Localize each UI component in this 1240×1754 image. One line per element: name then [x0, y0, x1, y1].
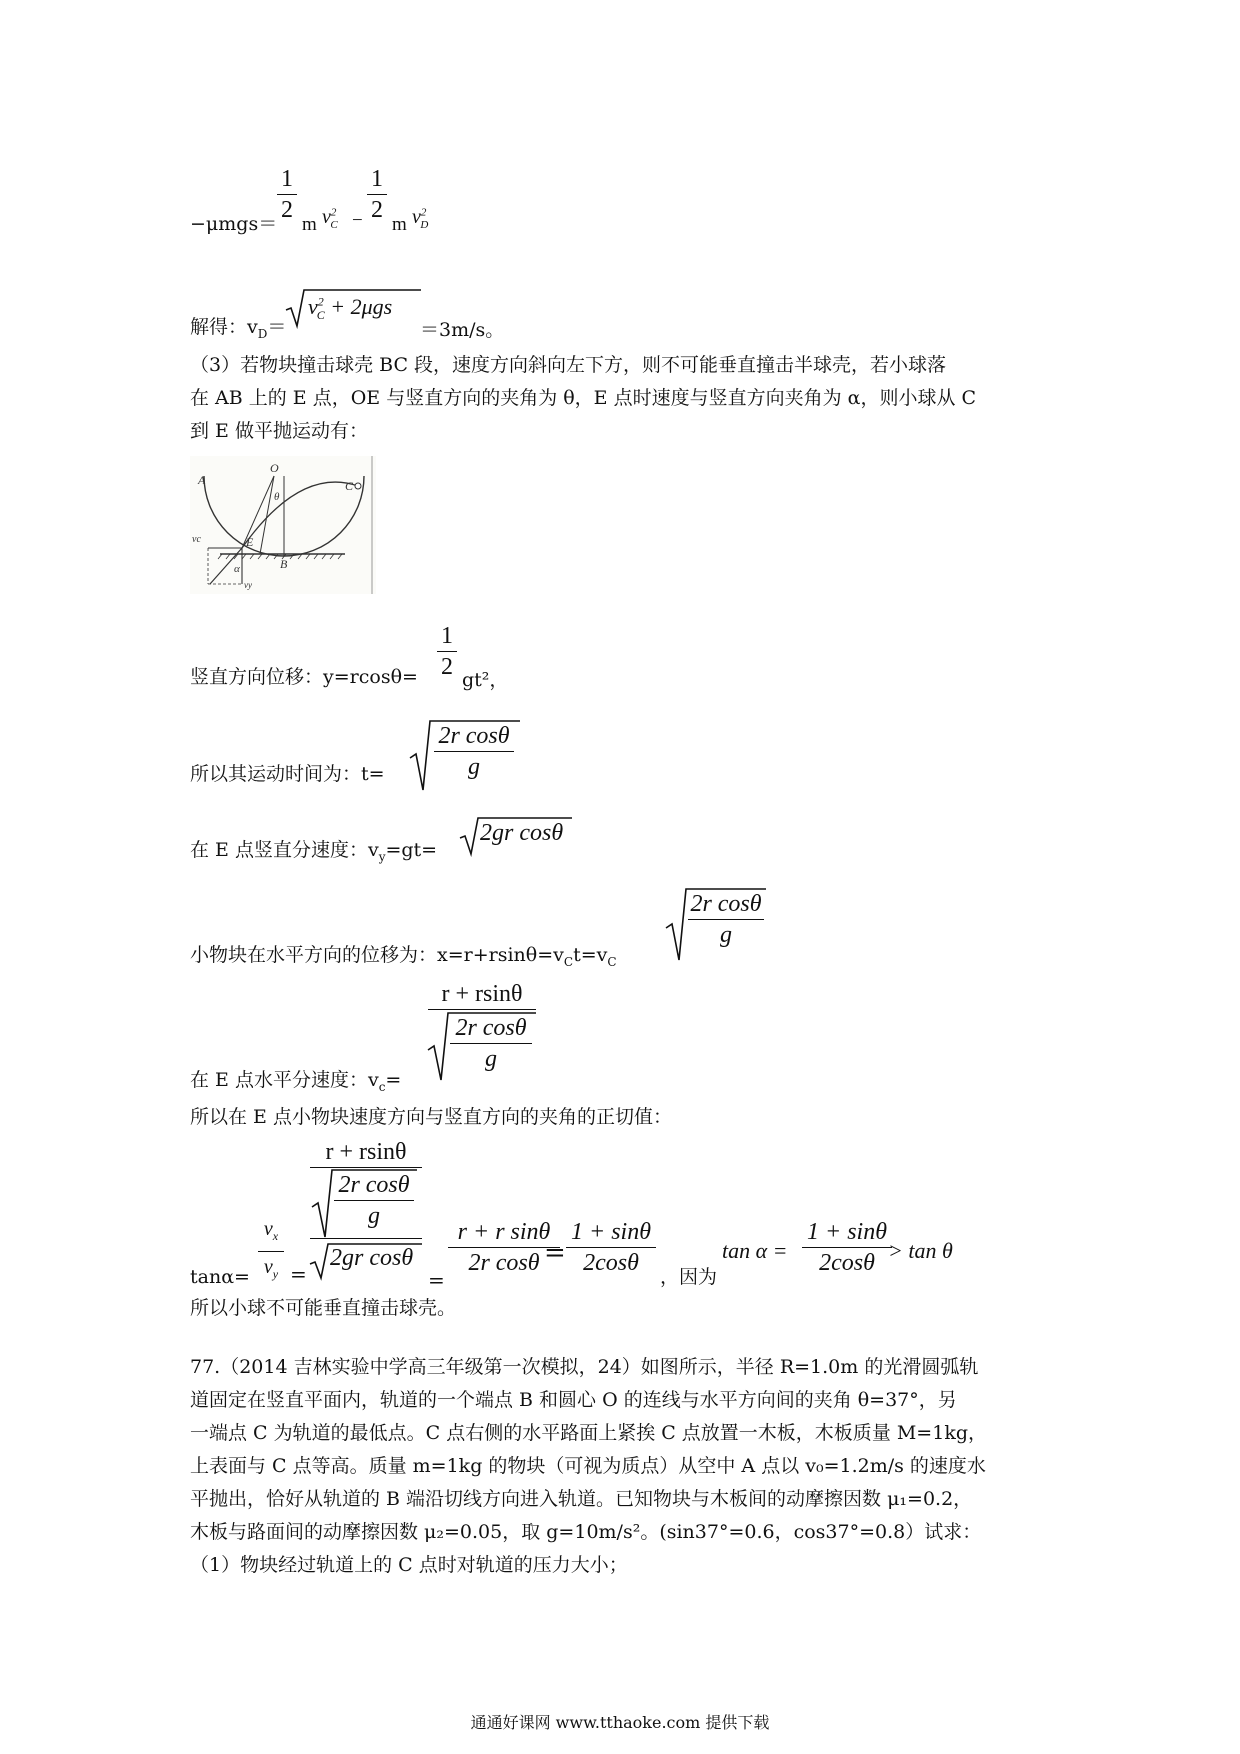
label-vc: vc — [192, 534, 201, 545]
problem77-line-6: 木板与路面间的动摩擦因数 μ₂=0.05，取 g=10m/s²。(sin37°=0.6，cos37°=0.8）试求： — [190, 1521, 982, 1543]
eq1-m1: m — [302, 214, 317, 235]
eq9-because: ，因为 — [660, 1266, 718, 1288]
eq1-lhs: −μmgs＝ — [190, 213, 278, 235]
problem77-line-7: （1）物块经过轨道上的 C 点时对轨道的压力大小； — [190, 1554, 628, 1576]
problem77-line-4: 上表面与 C 点等高。质量 m=1kg 的物块（可视为质点）从空中 A 点以 v₀=1.2m/s 的速度水 — [190, 1455, 986, 1477]
eq6-text: 小物块在水平方向的位移为：$x=r+rsin\theta=v_Ct=v_C$ — [190, 944, 617, 969]
eq5-text: 在 E 点竖直分速度：$v_y=gt=$ — [190, 839, 438, 864]
label-vy: vy — [244, 580, 252, 590]
label-B: B — [280, 557, 288, 571]
eq9-big-num: r + rsinθ — [310, 1138, 422, 1169]
problem77-line-3: 一端点 C 为轨道的最低点。C 点右侧的水平路面上紧挨 C 点放置一木板，木板质量 M=1kg， — [190, 1422, 987, 1444]
problem77-line-5: 平抛出，恰好从轨道的 B 端沿切线方向进入轨道。已知物块与木板间的动摩擦因数 μ₁=0.2， — [190, 1488, 973, 1510]
problem77-line-2: 道固定在竖直平面内，轨道的一个端点 B 和圆心 O 的连线与水平方向间的夹角 θ=37°，另 — [190, 1389, 957, 1411]
eq9-eq1: = — [290, 1262, 307, 1286]
label-E: E — [246, 535, 254, 549]
eq2-result: ＝3m/s。 — [420, 319, 505, 341]
label-alpha: α — [234, 563, 240, 575]
eq1-half-1: 1 2 — [277, 165, 297, 224]
eq9-frac3: 1 + sinθ 2cosθ — [566, 1218, 656, 1277]
eq7-outer-frac: r + rsinθ — [428, 980, 536, 1011]
eq1-half-2: 1 2 — [367, 165, 387, 224]
para3-line-1: （3）若物块撞击球壳 BC 段，速度方向斜向左下方，则不可能垂直撞击半球壳，若小球落 — [190, 354, 947, 376]
eq9-big-den: 2gr cosθ — [330, 1245, 414, 1271]
eq9-eq2: = — [428, 1268, 445, 1292]
label-C: C — [345, 479, 354, 493]
label-theta: θ — [274, 491, 280, 503]
problem77-line-1: 77.（2014 吉林实验中学高三年级第一次模拟，24）如图所示，半径 R=1.0m 的光滑圆弧轨 — [190, 1356, 979, 1378]
eq3-text: 竖直方向位移：y=rcosθ= — [190, 666, 418, 688]
hemisphere-figure — [190, 456, 376, 594]
page-footer: 通通好课网 www.tthaoke.com 提供下载 — [470, 1713, 770, 1732]
eq9-eq3: = — [544, 1238, 566, 1268]
eq4-frac: 2r cosθ g — [434, 722, 514, 781]
eq7-inner-frac: 2r cosθ g — [450, 1014, 532, 1073]
eq3-frac: 1 2 — [437, 622, 457, 681]
eq1-vc: $v^2_C$ — [322, 206, 338, 231]
label-O: O — [270, 461, 279, 475]
eq1-minus: − — [352, 210, 363, 231]
eq5-rad: 2gr cosθ — [480, 820, 564, 846]
para3-line-3: 到 E 做平抛运动有： — [190, 420, 368, 442]
eq9-vx-vy: $v_x$ $v_y$ — [258, 1215, 284, 1288]
eq4-text: 所以其运动时间为：t= — [190, 763, 385, 785]
eq1-m2: m — [392, 214, 407, 235]
eq9-tan-rhs: > tan θ — [888, 1238, 953, 1263]
para3-line-2: 在 AB 上的 E 点，OE 与竖直方向的夹角为 θ，E 点时速度与竖直方向夹角为 α，则小球从 C — [190, 387, 977, 409]
eq3-tail: gt²， — [462, 669, 509, 691]
conclusion: 所以小球不可能垂直撞击球壳。 — [190, 1297, 457, 1319]
eq9-frac4: 1 + sinθ 2cosθ — [802, 1218, 892, 1277]
eq9-big-inner: 2r cosθ g — [334, 1171, 414, 1230]
label-A: A — [198, 473, 206, 487]
eq7-text: 在 E 点水平分速度：$v_c=$ — [190, 1069, 402, 1094]
eq2-prefix: 解得：$v_D=$ — [190, 316, 287, 341]
eq9-frac2: r + r sinθ 2r cosθ — [448, 1218, 560, 1277]
eq9-lhs: tanα= — [190, 1266, 250, 1288]
eq1-vd: $v^2_D$ — [412, 206, 429, 231]
eq2-radicand: $v^2_C + 2\mu gs$ — [308, 294, 393, 323]
eq9-main-bar — [310, 1238, 422, 1239]
eq6-frac: 2r cosθ g — [688, 890, 764, 949]
eq9-tan-lhs: tan α = — [722, 1238, 788, 1263]
eq8-text: 所以在 E 点小物块速度方向与竖直方向的夹角的正切值： — [190, 1106, 672, 1128]
